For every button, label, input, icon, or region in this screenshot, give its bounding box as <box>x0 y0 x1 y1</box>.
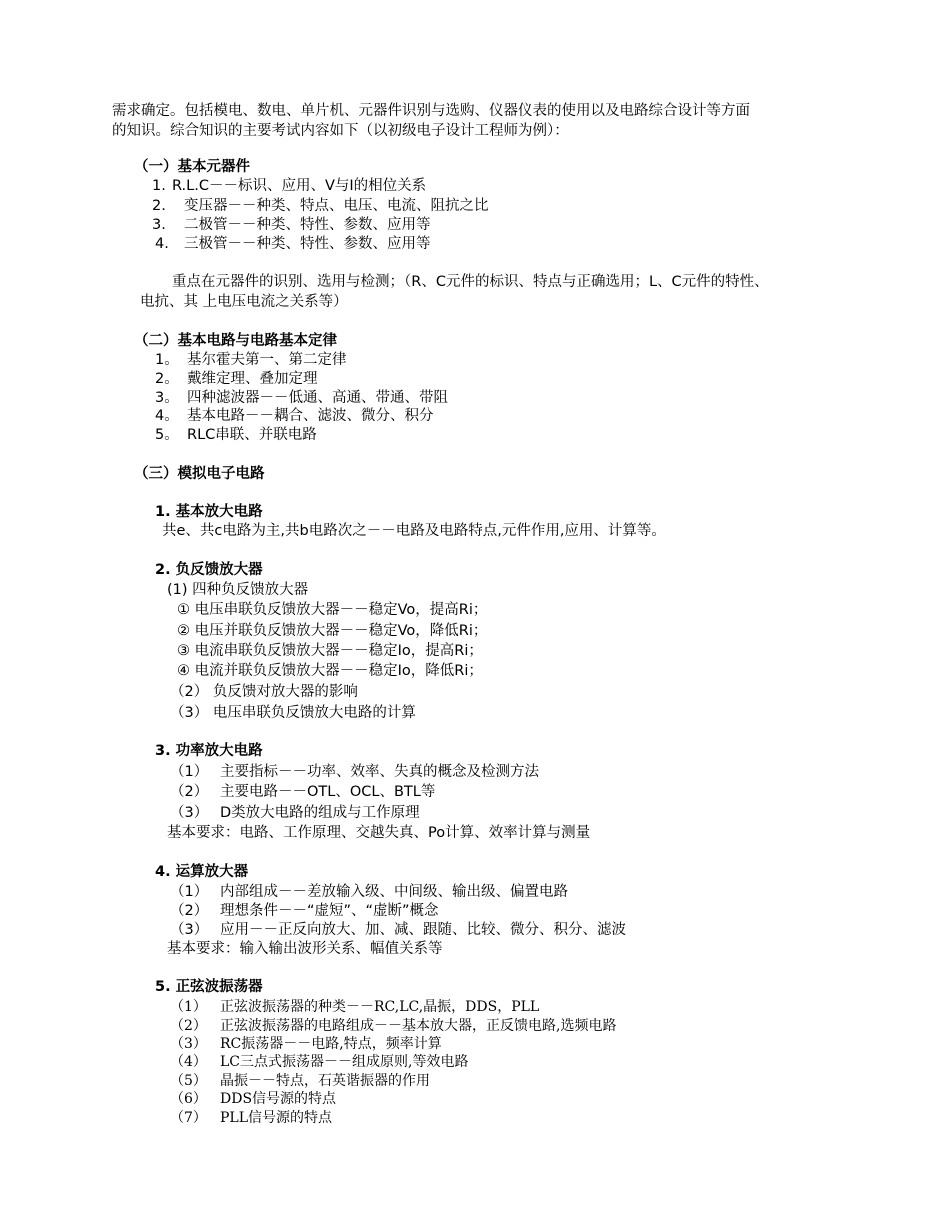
s3-p5-item-7 <box>170 1108 332 1128</box>
s3-p5-item-num: （7） <box>170 1110 207 1126</box>
s3-p2-sub-2: （2） 负反馈对放大器的影响 <box>170 684 358 700</box>
s3-p3-item-2 <box>170 782 435 802</box>
s1-item-4 <box>155 234 431 254</box>
s2-item-5 <box>155 425 317 445</box>
s1-item-num: 1. <box>152 178 166 194</box>
s3-p3-heading: 3. 功率放大电路 <box>155 743 263 759</box>
s3-p5-item-num: （6） <box>170 1091 207 1107</box>
s3-p2-circled-3: ③ 电流串联负反馈放大器－－稳定Io，提高Ri； <box>177 643 483 659</box>
s1-item-2 <box>152 196 489 216</box>
s3-p2-sub-3: （3） 电压串联负反馈放大电路的计算 <box>170 705 416 721</box>
s3-p5-item-2 <box>170 1016 616 1036</box>
s3-p5-item-text: DDS信号源的特点 <box>220 1091 337 1107</box>
s3-p2-sub-1: (1) 四种负反馈放大器 <box>167 582 309 598</box>
s3-p1-heading: 1. 基本放大电路 <box>155 504 263 520</box>
s3-p2-circled-2: ② 电压并联负反馈放大器－－稳定Vo，降低Ri； <box>177 623 488 639</box>
s3-p3-item-num: （3） <box>170 805 209 821</box>
section-2-heading: （二）基本电路与电路基本定律 <box>134 333 337 349</box>
s2-item-text: 四种滤波器－－低通、高通、带通、带阻 <box>187 390 448 406</box>
s3-p4-item-text: 内部组成－－差放输入级、中间级、输出级、偏置电路 <box>220 884 568 900</box>
s3-p4-heading: 4. 运算放大器 <box>155 864 249 880</box>
s1-item-text: 变压器－－种类、特点、电压、电流、阻抗之比 <box>184 198 489 214</box>
s3-p5-item-4 <box>170 1052 468 1072</box>
s3-p4-requirement: 基本要求：输入输出波形关系、幅值关系等 <box>167 941 443 957</box>
s3-p5-item-text: 正弦波振荡器的种类－－RC,LC,晶振，DDS，PLL <box>220 999 540 1015</box>
s3-p5-item-num: （5） <box>170 1073 207 1089</box>
s3-p4-item-num: （2） <box>170 903 209 919</box>
s3-p3-item-num: （1） <box>170 764 209 780</box>
s1-item-text: 三极管－－种类、特性、参数、应用等 <box>184 236 431 252</box>
s1-item-3 <box>152 215 431 235</box>
s2-item-num: 2。 <box>155 371 179 387</box>
s3-p5-item-num: （3） <box>170 1036 207 1052</box>
s1-note-line-1: 重点在元器件的识别、选用与检测；（R、C元件的标识、特点与正确选用；L、C元件的特性、 <box>172 274 769 290</box>
s3-p3-item-text: 主要指标－－功率、效率、失真的概念及检测方法 <box>220 764 539 780</box>
s3-p2-circled-4: ④ 电流并联负反馈放大器－－稳定Io，降低Ri； <box>177 663 483 679</box>
s3-p5-item-3 <box>170 1034 442 1054</box>
s3-p1-text: 共e、共c电路为主,共b电路次之－－电路及电路特点,元件作用,应用、计算等。 <box>162 523 666 539</box>
s3-p3-item-text: D类放大电路的组成与工作原理 <box>220 805 420 821</box>
section-3-heading: （三）模拟电子电路 <box>134 466 265 482</box>
s3-p5-item-num: （1） <box>170 999 207 1015</box>
s2-item-text: RLC串联、并联电路 <box>187 427 317 443</box>
s3-p3-requirement: 基本要求：电路、工作原理、交越失真、Po计算、效率计算与测量 <box>167 825 591 841</box>
intro-line-2: 的知识。综合知识的主要考试内容如下（以初级电子设计工程师为例）： <box>112 123 569 139</box>
s1-item-num: 3. <box>152 217 166 233</box>
intro-line-1: 需求确定。包括模电、数电、单片机、元器件识别与选购、仪器仪表的使用以及电路综合设计等方面 <box>112 103 750 119</box>
s3-p5-item-num: （4） <box>170 1054 207 1070</box>
s3-p4-item-1 <box>170 882 568 902</box>
s3-p4-item-2 <box>170 901 439 921</box>
s3-p5-item-1 <box>170 997 539 1017</box>
s3-p2-heading: 2. 负反馈放大器 <box>155 562 263 578</box>
s2-item-num: 4。 <box>155 408 179 424</box>
s3-p5-item-6 <box>170 1089 336 1109</box>
s2-item-text: 基本电路－－耦合、滤波、微分、积分 <box>187 408 434 424</box>
s2-item-num: 1。 <box>155 352 179 368</box>
s2-item-text: 基尔霍夫第一、第二定律 <box>187 352 347 368</box>
s2-item-4 <box>155 406 434 426</box>
s3-p5-item-text: 正弦波振荡器的电路组成－－基本放大器，正反馈电路,选频电路 <box>220 1018 617 1034</box>
s3-p3-item-num: （2） <box>170 784 209 800</box>
s1-item-num: 4. <box>155 236 169 252</box>
s2-item-2 <box>155 369 318 389</box>
s1-item-num: 2. <box>152 198 166 214</box>
s3-p3-item-1 <box>170 762 539 782</box>
s3-p3-item-3 <box>170 803 420 823</box>
s3-p4-item-text: 理想条件－－“虚短”、“虚断”概念 <box>220 903 439 919</box>
s3-p5-item-text: LC三点式振荡器－－组成原则,等效电路 <box>220 1054 469 1070</box>
s2-item-1 <box>155 350 347 370</box>
s3-p5-item-text: PLL信号源的特点 <box>220 1110 333 1126</box>
s1-note-line-2: 电抗、其 上电压电流之关系等） <box>140 294 348 310</box>
s1-item-text: R.L.C－－标识、应用、V与I的相位关系 <box>172 178 427 194</box>
s3-p5-heading: 5. 正弦波振荡器 <box>155 979 263 995</box>
s3-p4-item-text: 应用－－正反向放大、加、减、跟随、比较、微分、积分、滤波 <box>220 922 626 938</box>
s3-p5-item-num: （2） <box>170 1018 207 1034</box>
s3-p5-item-text: RC振荡器－－电路,特点，频率计算 <box>220 1036 442 1052</box>
s2-item-num: 5。 <box>155 427 179 443</box>
s2-item-text: 戴维定理、叠加定理 <box>187 371 318 387</box>
s3-p2-circled-1: ① 电压串联负反馈放大器－－稳定Vo，提高Ri； <box>177 602 488 618</box>
s1-item-text: 二极管－－种类、特性、参数、应用等 <box>184 217 431 233</box>
section-1-heading: （一）基本元器件 <box>134 159 250 175</box>
s3-p4-item-3 <box>170 920 626 940</box>
s3-p4-item-num: （3） <box>170 922 209 938</box>
s2-item-3 <box>155 388 448 408</box>
s1-item-1 <box>152 176 426 196</box>
s3-p4-item-num: （1） <box>170 884 209 900</box>
s3-p3-item-text: 主要电路－－OTL、OCL、BTL等 <box>220 784 436 800</box>
s2-item-num: 3。 <box>155 390 179 406</box>
s3-p5-item-text: 晶振－－特点，石英谐振器的作用 <box>220 1073 430 1089</box>
s3-p5-item-5 <box>170 1071 430 1091</box>
